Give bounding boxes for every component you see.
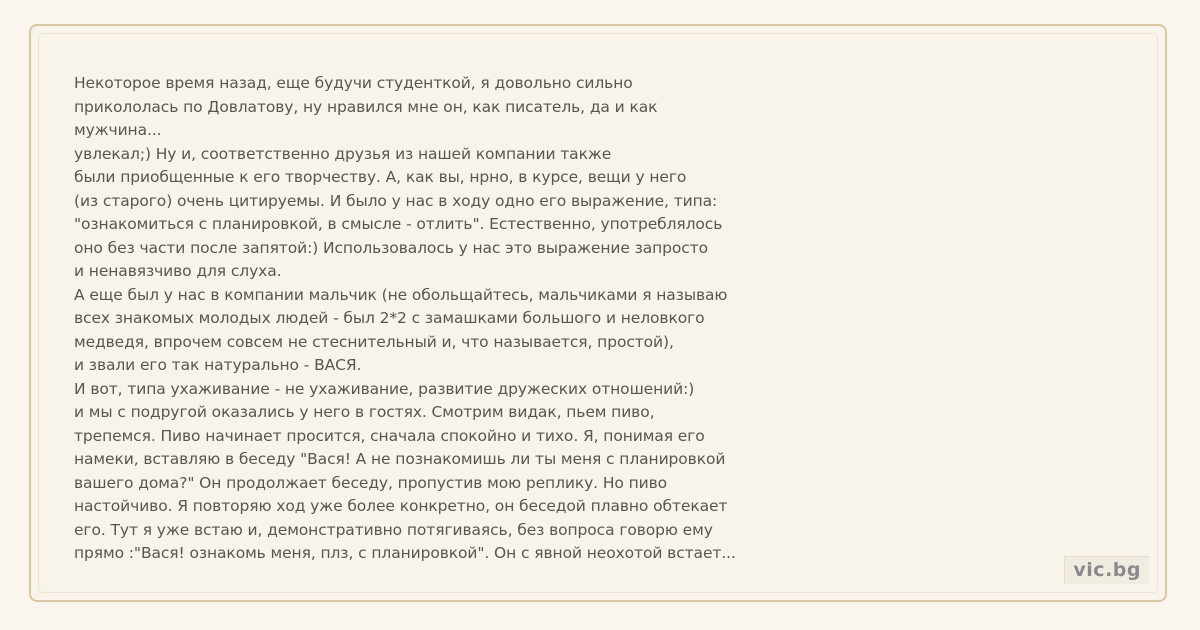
site-watermark: vic.bg [1064, 556, 1149, 584]
story-line: медведя, впрочем совсем не стеснительный и, что называется, простой), [74, 332, 674, 351]
story-line: "ознакомиться с планировкой, в смысле - отлить". Естественно, употреблялось [74, 215, 723, 233]
story-text [74, 72, 774, 566]
story-line: настойчиво. Я повторяю ход уже более конкретно, он беседой плавно обтекает [74, 497, 728, 515]
story-line: всех знакомых молодых людей - был 2*2 с замашками большого и неловкого [74, 309, 705, 327]
card-inner-border [38, 33, 1158, 593]
story-line: вашего дома?" Он продолжает беседу, пропустив мою реплику. Но пиво [74, 473, 668, 492]
story-line: и ненавязчиво для слуха. [74, 262, 282, 280]
story-line: мужчина... [74, 121, 162, 139]
story-line: увлекал;) Ну и, соответственно друзья из нашей компании также [74, 144, 612, 163]
story-line: трепемся. Пиво начинает просится, сначала спокойно и тихо. Я, понимая его [74, 426, 705, 445]
story-line: и мы с подругой оказались у него в гостях. Смотрим видак, пьем пиво, [74, 403, 655, 421]
story-line: прикололась по Довлатову, ну нравился мне он, как писатель, да и как [74, 97, 658, 116]
story-line: и звали его так натурально - ВАСЯ. [74, 356, 362, 374]
story-line: (из старого) очень цитируемы. И было у нас в ходу одно его выражение, типа: [74, 191, 718, 210]
story-line: намеки, вставляю в беседу "Вася! А не познакомишь ли ты меня с планировкой [74, 450, 726, 468]
story-line: Некоторое время назад, еще будучи студенткой, я довольно сильно [74, 74, 633, 92]
card-frame [29, 24, 1167, 602]
story-line: оно без части после запятой:) Использовалось у нас это выражение запросто [74, 238, 709, 257]
story-line: И вот, типа ухаживание - не ухаживание, развитие дружеских отношений:) [74, 379, 695, 398]
story-line: были приобщенные к его творчеству. А, как вы, нрно, в курсе, вещи у него [74, 168, 687, 186]
story-line: А еще был у нас в компании мальчик (не обольщайтесь, мальчиками я называю [74, 285, 728, 304]
story-line: прямо :"Вася! ознакомь меня, плз, с планировкой". Он с явной неохотой встает... [74, 544, 736, 562]
story-line: его. Тут я уже встаю и, демонстративно потягиваясь, без вопроса говорю ему [74, 520, 713, 539]
